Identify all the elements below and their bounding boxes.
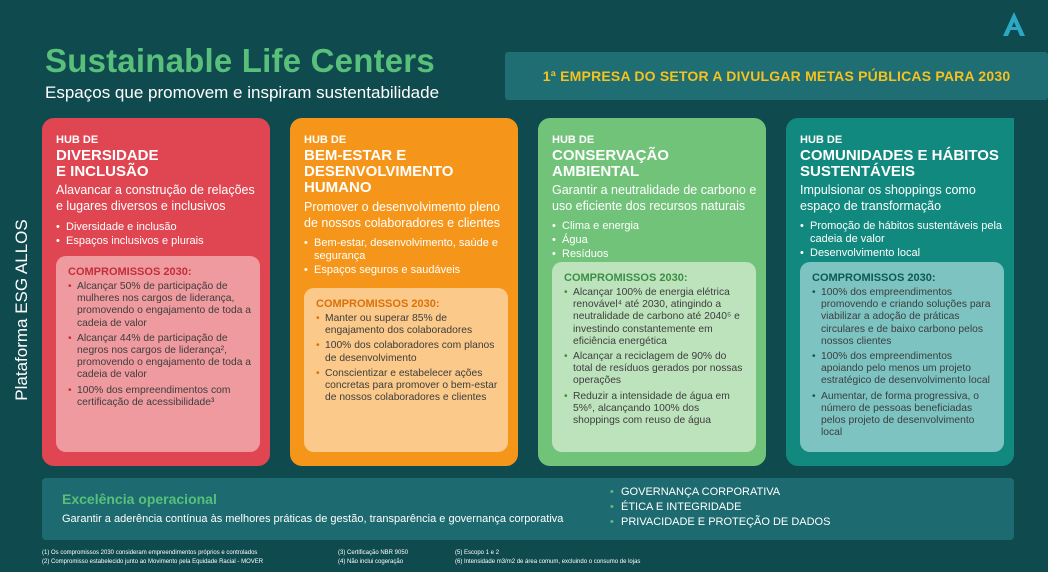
page-subtitle: Espaços que promovem e inspiram sustentabilidade bbox=[45, 83, 440, 102]
list-item: • Desenvolvimento local bbox=[800, 247, 1005, 260]
hub-description: Alavancar a construção de relações e lugares diversos e inclusivos bbox=[56, 183, 255, 213]
hub-name-line: CONSERVAÇÃO bbox=[552, 147, 669, 164]
hub-card-conservacao bbox=[538, 118, 766, 466]
hub-topic-list bbox=[552, 220, 757, 262]
commitments-list bbox=[68, 281, 252, 409]
list-item: • Alcançar 44% de participação de negros nos cargos de liderança², promovendo o engajamento de toda a cadeia de valor bbox=[68, 333, 252, 382]
hub-prefix: HUB DE bbox=[552, 134, 595, 146]
hub-topic-list bbox=[800, 220, 1005, 261]
list-item: • Alcançar 100% de energia elétrica renovável⁴ até 2030, atingindo a neutralidade de carbono até 2040⁵ e investindo constantemente em eficiência energética bbox=[564, 287, 748, 348]
hub-name bbox=[552, 148, 762, 180]
allos-logo-icon bbox=[1000, 10, 1028, 38]
footnote: (4) Não inclui cogeração bbox=[338, 559, 404, 565]
list-item: • Resíduos bbox=[552, 248, 757, 261]
commitments-title: COMPROMISSOS 2030: bbox=[564, 272, 688, 284]
list-item: • Água bbox=[552, 234, 757, 247]
hub-prefix: HUB DE bbox=[304, 134, 347, 146]
hub-name bbox=[56, 148, 266, 180]
commitments-title: COMPROMISSOS 2030: bbox=[316, 298, 440, 310]
list-item: • Conscientizar e estabelecer ações concretas para promover o bem-estar de nossos colaboradores e clientes bbox=[316, 368, 500, 405]
hub-card-comunidades bbox=[786, 118, 1014, 466]
hub-name-line: HUMANO bbox=[304, 179, 372, 196]
hub-prefix: HUB DE bbox=[56, 134, 99, 146]
list-item: • Espaços inclusivos e plurais bbox=[56, 235, 261, 248]
commitments-list bbox=[812, 287, 996, 439]
hub-name-line: SUSTENTÁVEIS bbox=[800, 163, 916, 180]
list-item: • GOVERNANÇA CORPORATIVA bbox=[610, 485, 830, 500]
list-item: • 100% dos empreendimentos apoiando pelo menos um projeto estratégico de desenvolvimento local bbox=[812, 351, 996, 388]
list-item: • 100% dos empreendimentos promovendo e criando soluções para viabilizar a adoção de práticas circulares e de baixo carbono pelos nossos clientes bbox=[812, 287, 996, 348]
list-item: • Espaços seguros e saudáveis bbox=[304, 264, 509, 277]
hub-name-line: AMBIENTAL bbox=[552, 163, 640, 180]
list-item: • Manter ou superar 85% de engajamento dos colaboradores bbox=[316, 313, 500, 337]
page-title: Sustainable Life Centers bbox=[45, 42, 435, 79]
list-item: • Diversidade e inclusão bbox=[56, 221, 261, 234]
commitments-title: COMPROMISSOS 2030: bbox=[68, 266, 192, 278]
commitments-list bbox=[564, 287, 748, 427]
hub-topic-list bbox=[56, 221, 261, 249]
hub-name-line: DIVERSIDADE bbox=[56, 147, 159, 164]
list-item: • 100% dos colaboradores com planos de desenvolvimento bbox=[316, 340, 500, 364]
operational-excellence-panel bbox=[42, 478, 1014, 540]
hub-name-line: COMUNIDADES E HÁBITOS bbox=[800, 147, 999, 164]
hub-name bbox=[800, 148, 1010, 180]
list-item: • Clima e energia bbox=[552, 220, 757, 233]
list-item: • Reduzir a intensidade de água em 5%⁶, alcançando 100% dos shoppings com reuso de água bbox=[564, 391, 748, 428]
list-item: • 100% dos empreendimentos com certificação de acessibilidade³ bbox=[68, 385, 252, 409]
list-item: • Aumentar, de forma progressiva, o número de pessoas beneficiadas pelos projeto de desenvolvimento local bbox=[812, 391, 996, 440]
excellence-title: Excelência operacional bbox=[62, 491, 217, 507]
hub-card-diversidade bbox=[42, 118, 270, 466]
hub-description: Garantir a neutralidade de carbono e uso eficiente dos recursos naturais bbox=[552, 183, 757, 213]
hub-name-line: E INCLUSÃO bbox=[56, 163, 149, 180]
footnote: (2) Compromisso estabelecido junto ao Movimento pela Equidade Racial - MOVER bbox=[42, 559, 264, 565]
list-item: • ÉTICA E INTEGRIDADE bbox=[610, 500, 830, 515]
commitment-banner: 1ª EMPRESA DO SETOR A DIVULGAR METAS PÚBLICAS PARA 2030 bbox=[505, 52, 1048, 100]
commitments-list bbox=[316, 313, 500, 404]
list-item: • Promoção de hábitos sustentáveis pela cadeia de valor bbox=[800, 220, 1005, 246]
commitments-box bbox=[56, 256, 260, 452]
hub-description: Promover o desenvolvimento pleno de nossos colaboradores e clientes bbox=[304, 200, 500, 230]
commitments-box bbox=[552, 262, 756, 452]
list-item: • Alcançar 50% de participação de mulheres nos cargos de liderança, promovendo o engajamento de toda a cadeia de valor bbox=[68, 281, 252, 330]
excellence-list bbox=[610, 485, 830, 530]
footnote: (5) Escopo 1 e 2 bbox=[455, 550, 500, 556]
hub-topic-list bbox=[304, 237, 509, 278]
footnote: (6) Intensidade m3/m2 de área comum, excluindo o consumo de lojas bbox=[455, 559, 641, 565]
hub-name-line: BEM-ESTAR E bbox=[304, 147, 407, 164]
footnote: (3) Certificação NBR 9050 bbox=[338, 550, 409, 556]
list-item: • PRIVACIDADE E PROTEÇÃO DE DADOS bbox=[610, 515, 830, 530]
platform-side-label: Plataforma ESG ALLOS bbox=[12, 219, 31, 401]
commitments-box bbox=[304, 288, 508, 452]
hub-description: Impulsionar os shoppings como espaço de transformação bbox=[800, 183, 976, 213]
commitments-box bbox=[800, 262, 1004, 452]
hub-name-line: DESENVOLVIMENTO bbox=[304, 163, 454, 180]
list-item: • Alcançar a reciclagem de 90% do total de resíduos gerados por nossas operações bbox=[564, 351, 748, 388]
hub-card-bem-estar bbox=[290, 118, 518, 466]
list-item: • Bem-estar, desenvolvimento, saúde e segurança bbox=[304, 237, 509, 263]
hub-prefix: HUB DE bbox=[800, 134, 843, 146]
footnote: (1) Os compromissos 2030 consideram empreendimentos próprios e controlados bbox=[42, 550, 258, 556]
hub-name bbox=[304, 148, 514, 196]
commitments-title: COMPROMISSOS 2030: bbox=[812, 272, 936, 284]
excellence-description: Garantir a aderência contínua às melhores práticas de gestão, transparência e governança corporativa bbox=[62, 513, 564, 525]
